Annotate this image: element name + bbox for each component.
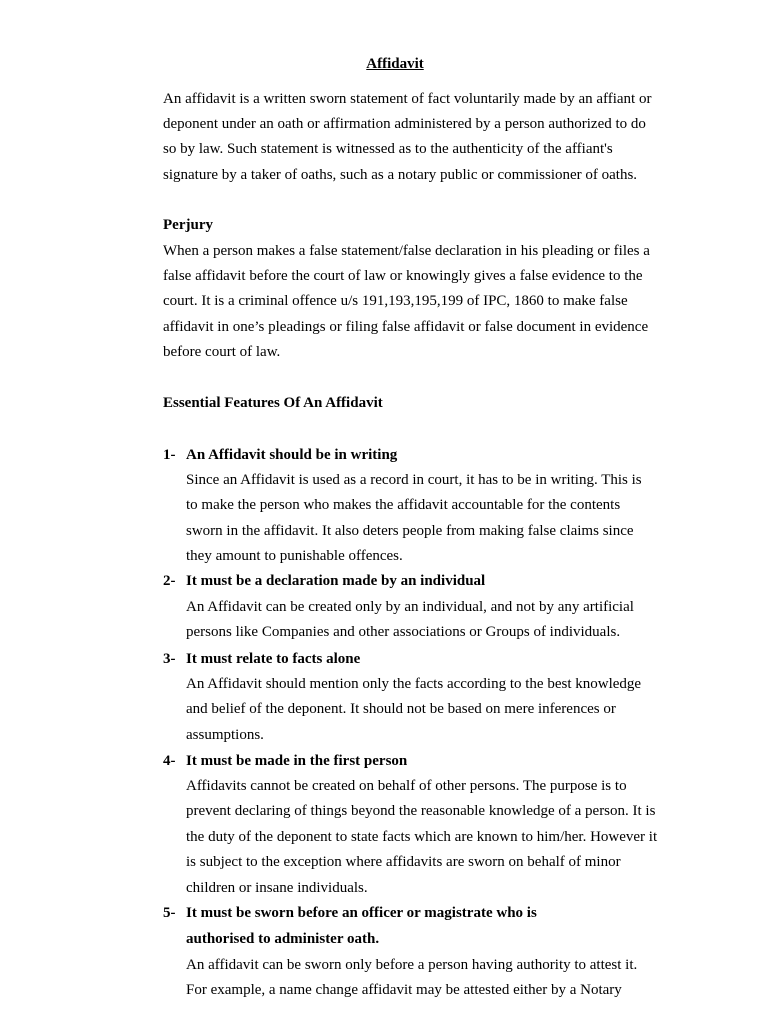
- feature-number: 1-: [163, 447, 176, 463]
- features-heading: Essential Features Of An Affidavit: [163, 395, 383, 411]
- perjury-paragraph: When a person makes a false statement/false declaration in his pleading or files a false affidavit before the court of law or knowingly gives a false evidence to the court. It is a criminal offence u/s 191,193,195,199 of IPC, 1860 to make false affidavit in one’s pleadings or filing false affidavit or false document in evidence before court of law.: [163, 243, 650, 360]
- perjury-heading: Perjury: [163, 217, 213, 233]
- feature-body: Since an Affidavit is used as a record in court, it has to be in writing. This is to make the person who makes the affidavit accountable for the contents sworn in the affidavit. It also deters people from making false claims since they amount to punishable offences.: [186, 472, 642, 565]
- feature-heading: It must be made in the first person: [186, 753, 408, 769]
- feature-body: An Affidavit can be created only by an individual, and not by any artificial persons like Companies and other associations or Groups of individuals.: [186, 599, 634, 641]
- feature-heading: It must be a declaration made by an individual: [186, 573, 486, 589]
- document-title: Affidavit: [366, 56, 424, 72]
- feature-heading: An Affidavit should be in writing: [186, 447, 398, 463]
- feature-heading: It must be sworn before an officer or magistrate who is authorised to administer oath.: [186, 905, 537, 947]
- feature-body: An Affidavit should mention only the facts according to the best knowledge and belief of the deponent. It should not be based on mere inferences or assumptions.: [186, 676, 642, 743]
- feature-number: 5-: [163, 905, 176, 921]
- feature-number: 4-: [163, 753, 176, 769]
- feature-heading: It must relate to facts alone: [186, 651, 361, 667]
- feature-number: 3-: [163, 651, 176, 667]
- feature-body: An affidavit can be sworn only before a person having authority to attest it. For example, a name change affidavit may be attested either by a Notary: [186, 957, 638, 999]
- feature-body: Affidavits cannot be created on behalf of other persons. The purpose is to prevent declaring of things beyond the reasonable knowledge of a person. It is the duty of the deponent to state facts which are known to him/her. However it is subject to the exception where affidavits are sworn on behalf of minor children or insane individuals.: [186, 778, 658, 896]
- feature-number: 2-: [163, 573, 176, 589]
- intro-paragraph: An affidavit is a written sworn statement of fact voluntarily made by an affiant or deponent under an oath or affirmation administered by a person authorized to do so by law. Such statement is witnessed as to the authenticity of the affiant's signature by a taker of oaths, such as a notary public or commissioner of oaths.: [163, 91, 652, 183]
